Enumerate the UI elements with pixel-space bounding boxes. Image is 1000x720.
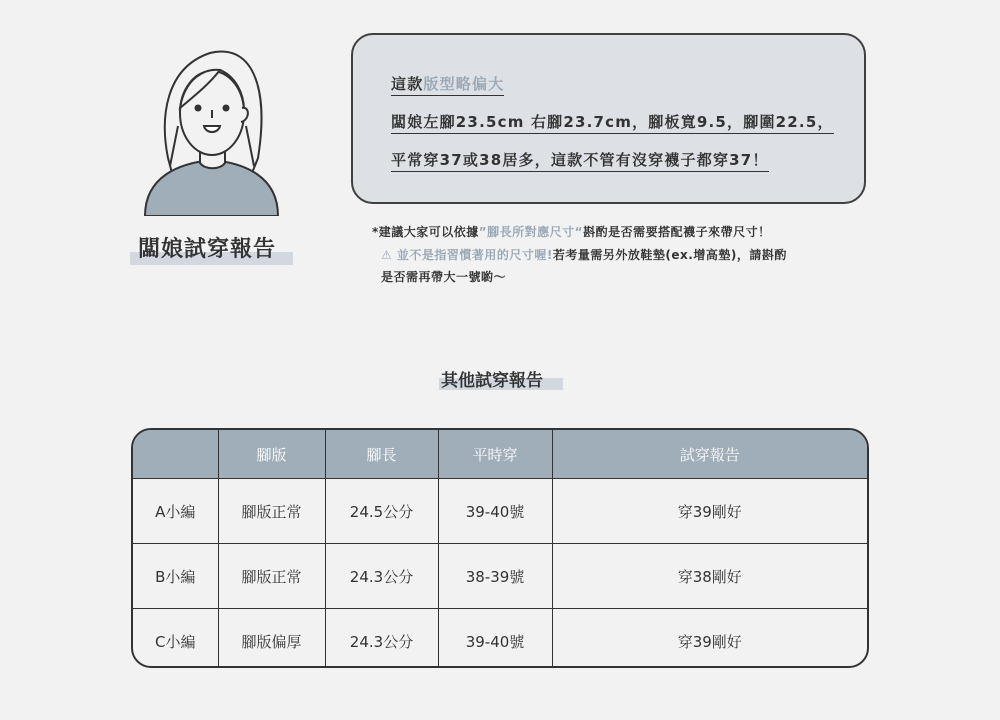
- table-cell: 24.3公分: [325, 544, 438, 609]
- owner-report-title: [130, 232, 276, 263]
- table-header-cell: [133, 430, 218, 479]
- other-reports-title-text: 其他試穿報告: [441, 371, 543, 391]
- woman-avatar-icon: [140, 48, 285, 216]
- tip-line-3: 是否需再帶大一號喲～: [381, 270, 507, 284]
- owner-report-title-text: 闆娘試穿報告: [138, 237, 277, 262]
- table-cell: 穿39剛好: [552, 609, 867, 669]
- tip-line-2-suffix: 若考量需另外放鞋墊(ex.增高墊)，請斟酌: [552, 248, 787, 262]
- other-reports-title: [441, 366, 543, 391]
- tip-line-1: [372, 223, 771, 240]
- table-cell: 腳版正常: [218, 544, 325, 609]
- table-header-cell: 試穿報告: [552, 430, 867, 479]
- table-cell: B小編: [133, 544, 218, 609]
- fit-report-table: [131, 428, 869, 668]
- fit-note-accent: 版型略偏大: [423, 75, 505, 93]
- table-row: [133, 544, 867, 609]
- table-row: [133, 609, 867, 669]
- fit-note-line-2: 闆娘左腳23.5cm 右腳23.7cm，腳板寬9.5，腳圍22.5，: [391, 111, 834, 134]
- table-header-cell: 腳版: [218, 430, 325, 479]
- table-cell: C小編: [133, 609, 218, 669]
- tip-line-1-suffix: 斟酌是否需要搭配襪子來帶尺寸！: [583, 225, 771, 239]
- table-cell: 39-40號: [438, 479, 552, 544]
- fit-note-prefix: 這款: [391, 75, 424, 93]
- fit-note-line-3: 平常穿37或38居多，這款不管有沒穿襪子都穿37！: [391, 149, 769, 172]
- table-cell: 穿39剛好: [552, 479, 867, 544]
- table-cell: 39-40號: [438, 609, 552, 669]
- table-header-cell: 平時穿: [438, 430, 552, 479]
- table-row: [133, 479, 867, 544]
- table-cell: 24.5公分: [325, 479, 438, 544]
- table-cell: 穿38剛好: [552, 544, 867, 609]
- fit-note-box: [351, 33, 866, 204]
- table-cell: 腳版正常: [218, 479, 325, 544]
- tip-line-1-accent: ”腳長所對應尺寸“: [478, 225, 584, 239]
- table-cell: A小編: [133, 479, 218, 544]
- tip-line-1-prefix: *建議大家可以依據: [372, 225, 479, 239]
- table-header-cell: 腳長: [325, 430, 438, 479]
- table-cell: 38-39號: [438, 544, 552, 609]
- fit-note-line-1: [391, 73, 504, 96]
- table-cell: 24.3公分: [325, 609, 438, 669]
- tip-line-2-accent: ⚠ 並不是指習慣著用的尺寸喔!: [381, 248, 553, 262]
- tip-line-2: [381, 246, 787, 263]
- table-cell: 腳版偏厚: [218, 609, 325, 669]
- table-header-row: [133, 430, 867, 479]
